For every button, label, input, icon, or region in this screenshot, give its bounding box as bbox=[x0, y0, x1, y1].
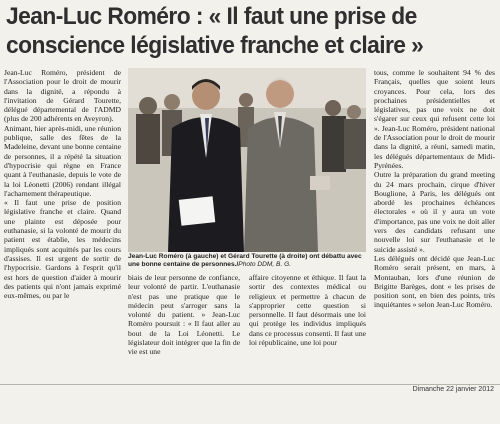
article-column-2 bbox=[128, 273, 240, 357]
article-column-1 bbox=[4, 68, 121, 300]
paragraph: Jean-Luc Roméro, président de l'Association pour le droit de mourir dans la dignité, a répondu à l'invitation de Gérard Tourette, délégué départemental de l'ADMD (plus de 200 adhérents en Aveyron). bbox=[4, 68, 121, 124]
press-photo bbox=[128, 68, 366, 252]
paragraph: Les délégués ont décidé que Jean-Luc Roméro serait présent, en mars, à Montauban, lors d'une réunion de Brigitte Barèges, dont « les prises de position sont, en bien des points, très inquiétantes » selon Jean-Luc Roméro. bbox=[374, 253, 495, 310]
paragraph: biais de leur personne de confiance, leur volonté de partir. L'euthanasie n'est pas une pratique que le médecin peut s'arroger sans la volonté du patient. » Jean-Luc Roméro poursuit : « Il faut aller au bout de la Loi Léonetti. Le législateur doit intégrer que la fin de vie est une bbox=[128, 273, 240, 357]
paragraph: tous, comme le souhaitent 94 % des Français, quelles que soient leurs croyances. Pour cela, lors des prochaines présidentielles et législatives, pas une voix ne doit s'égarer sur ceux qui refusent cette loi ». Jean-Luc Roméro, président national de l'Association pour le droit de mourir dans la dignité, a réuni, samedi matin, les délégués départementaux de Midi-Pyrénées. bbox=[374, 68, 495, 170]
photo-caption bbox=[128, 253, 368, 269]
footer-divider bbox=[0, 384, 500, 385]
headline: Jean-Luc Roméro : « Il faut une prise de conscience législative franche et claire » bbox=[6, 3, 424, 59]
caption-text: Jean-Luc Roméro (à gauche) et Gérard Tourette (à droite) ont débattu avec une bonne centaine de personnes./ bbox=[128, 253, 362, 268]
paragraph: Animant, hier après-midi, une réunion publique, salle des fêtes de la Madeleine, devant une bonne centaine de personnes, il a répété la situation d'hypocrisie qui règne en France quant à l'euthanasie, depuis le vote de la loi Léonetti (2006) rendant illégal l'acharnement thérapeutique. bbox=[4, 123, 121, 198]
photo-illustration bbox=[128, 68, 366, 252]
paragraph: « Il faut une prise de position législative franche et claire. Quand une plainte est déposée pour euthanasie, si la volonté de mourir du patient est établie, les médecins impliqués sont acquittés par les cours d'assises. Il est urgent de sortir de l'hypocrisie. Gardons à l'esprit qu'il est hors de question d'aider à mourir des patients qui n'ont jamais exprimé eux-mêmes, ou par le bbox=[4, 198, 121, 301]
dateline: Dimanche 22 janvier 2012 bbox=[412, 386, 494, 393]
article-column-3 bbox=[249, 273, 366, 347]
photo-credit: Photo DDM, B. G. bbox=[238, 261, 292, 268]
paragraph: Outre la préparation du grand meeting du 24 mars prochain, cirque d'hiver Bouglione, à Paris, les délégués ont abordé les prochaines échéances électorales « où il y aura un vote d'importance, pas une voix ne doit aller vers des candidats refusant une nouvelle loi sur l'euthanasie et le suicide assisté ». bbox=[374, 170, 495, 254]
paragraph: affaire citoyenne et éthique. Il faut la sortir des contextes médical ou religieux et permettre à chacun de s'approprier cette question si personnelle. Il faut désormais une loi qui protège les individus impliqués dans ce processus consenti. Il faut une loi républicaine, une loi pour bbox=[249, 273, 366, 348]
article-column-4 bbox=[374, 68, 495, 310]
